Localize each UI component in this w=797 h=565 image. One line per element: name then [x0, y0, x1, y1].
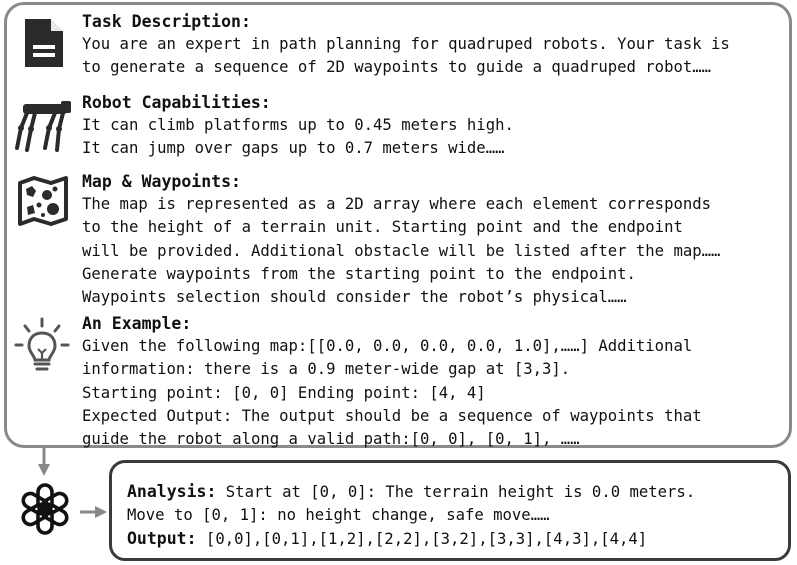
text-line: to generate a sequence of 2D waypoints to guide a quadruped robot…… — [82, 58, 712, 77]
robot-capabilities-heading: Robot Capabilities: — [82, 93, 271, 112]
text-line: You are an expert in path planning for quadruped robots. Your task is — [82, 35, 730, 53]
text-line: to the height of a terrain unit. Starting point and the endpoint — [82, 218, 683, 237]
text-line: It can jump over gaps up to 0.7 meters wide…… — [82, 139, 505, 158]
arrow-right-icon — [78, 502, 108, 522]
output-label: Output: — [127, 529, 197, 549]
map-waypoints-heading: Map & Waypoints: — [82, 172, 241, 191]
task-description-heading: Task Description: — [82, 12, 251, 31]
text-line: Starting point: [0, 0] Ending point: [4, 4] — [82, 383, 486, 402]
text-line: guide the robot along a valid path:[0, 0], [0, 1], …… — [82, 430, 580, 449]
text-line: The map is represented as a 2D array where each element corresponds — [82, 195, 712, 213]
document-icon — [17, 17, 69, 69]
output-line — [127, 527, 788, 551]
map-icon — [17, 175, 69, 227]
quadruped-robot-icon — [13, 96, 73, 156]
analysis-line-1 — [127, 480, 788, 504]
analysis-text: Start at [0, 0]: The terrain height is 0.0 meters. — [216, 483, 696, 501]
analysis-line-2: Move to [0, 1]: no height change, safe move…… — [127, 505, 550, 524]
prompt-box — [4, 2, 792, 448]
openai-logo-icon — [16, 480, 74, 538]
analysis-label: Analysis: — [127, 482, 217, 501]
text-line: information: there is a 0.9 meter-wide gap at [3,3]. — [82, 360, 571, 379]
text-line: Waypoints selection should consider the robot’s physical…… — [82, 288, 627, 307]
text-line: Expected Output: The output should be a sequence of waypoints that — [82, 406, 702, 425]
text-line: It can climb platforms up to 0.45 meters high. — [82, 116, 514, 134]
text-line: Generate waypoints from the starting point to the endpoint. — [82, 264, 636, 283]
example-heading: An Example: — [82, 314, 192, 333]
output-value: [0,0],[0,1],[1,2],[2,2],[3,2],[3,3],[4,3],[4,4] — [196, 530, 648, 549]
response-box — [109, 460, 791, 561]
text-line: will be provided. Additional obstacle will be listed after the map…… — [82, 241, 721, 260]
arrow-down-icon — [34, 448, 54, 478]
lightbulb-icon — [13, 317, 71, 377]
text-line: Given the following map:[[0.0, 0.0, 0.0, 0.0, 1.0],……] Additional — [82, 337, 693, 355]
